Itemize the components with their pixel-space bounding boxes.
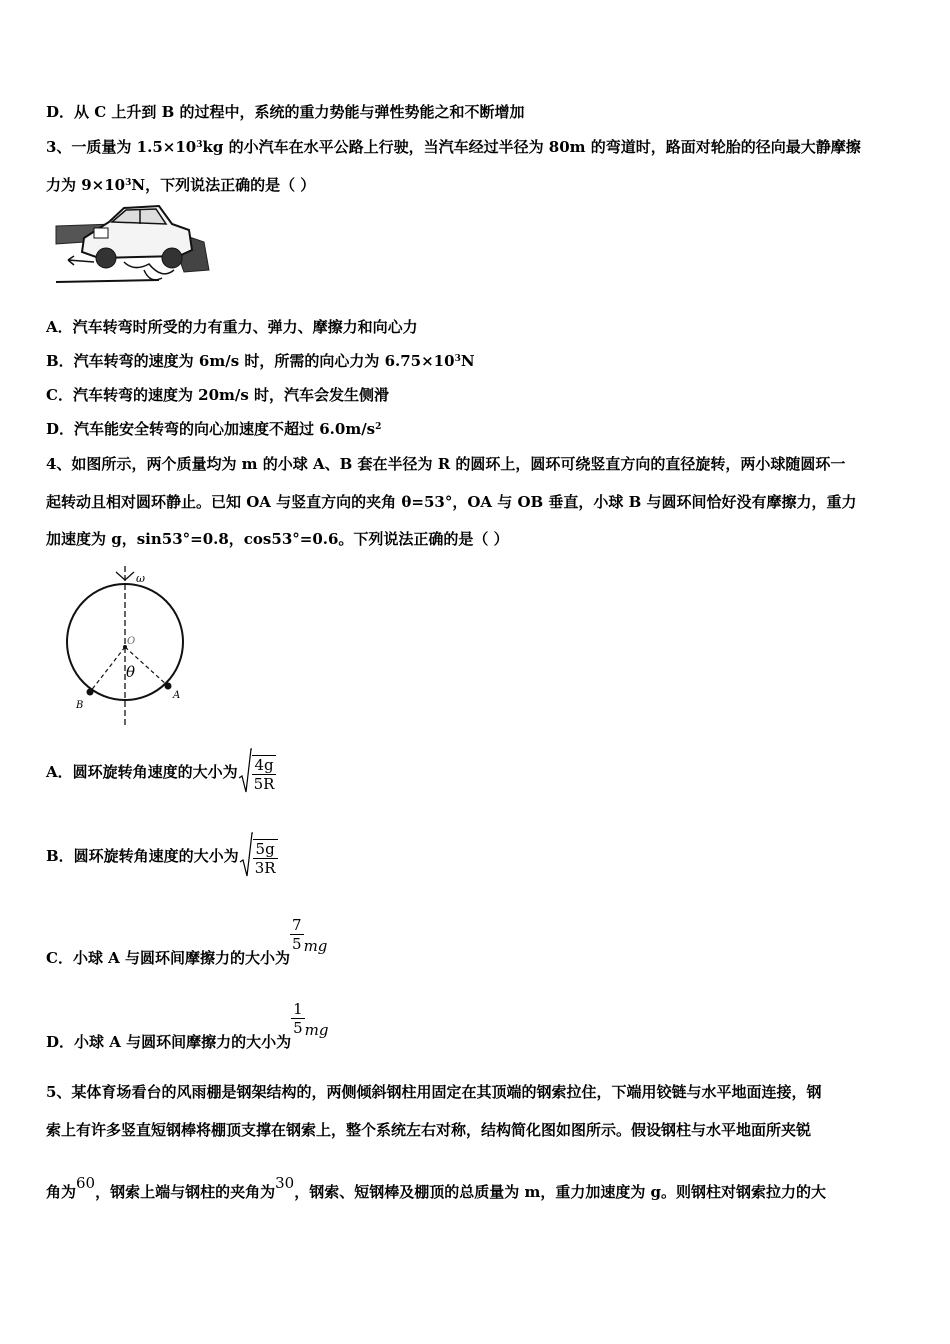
ball-b-label: B [76,700,84,711]
q5-stem-line3: 角为60，钢索上端与钢柱的夹角为30，钢索、短钢棒及棚顶的总质量为 m，重力加速度为 g。则钢柱对钢索拉力的大 [46,1174,827,1201]
q4-stem-line3: 加速度为 g，sin53°=0.8，cos53°=0.6。下列说法正确的是（ ） [46,530,509,548]
q4-option-a: A．圆环旋转角速度的大小为 $\frac{4g}{5R}$ [46,747,276,798]
sqrt-expression-b: $\frac{5g}{3R}$ [239,832,278,882]
q4-option-c: C．小球 A 与圆环间摩擦力的大小为 $\frac{7}{5}$ mg [46,916,328,967]
q4-option-b: B．圆环旋转角速度的大小为 $\frac{5g}{3R}$ [46,831,278,882]
q3-option-c: C．汽车转弯的速度为 20m/s 时，汽车会发生侧滑 [46,386,390,404]
ball-a-label: A [173,690,181,701]
car-turning-figure [54,200,214,295]
q3-option-a: A．汽车转弯时所受的力有重力、弹力、摩擦力和向心力 [46,318,418,336]
theta-label: θ [126,663,136,681]
sqrt-expression-a: $\frac{4g}{5R}$ [238,748,277,798]
fraction-d: $\frac{1}{5}$ [293,1000,303,1037]
q4-stem-line1: 4、如图所示，两个质量均为 m 的小球 A、B 套在半径为 R 的圆环上，圆环可绕竖直方向的直径旋转，两小球随圆环一 [46,455,846,473]
center-o-label: O [127,636,136,647]
rotating-ring-figure [60,562,190,732]
fraction-c: $\frac{7}{5}$ [292,916,302,953]
q3-stem-line1: 3、一质量为 $1.5\times 10^3kg$ 的小汽车在水平公路上行驶，当汽车经过半径为 80m 的弯道时，路面对轮胎的径向最大静摩擦 [46,138,861,156]
q5-stem-line1: 5、某体育场看台的风雨棚是钢架结构的，两侧倾斜钢柱用固定在其顶端的钢索拉住，下端用铰链与水平地面连接，钢 [46,1083,822,1101]
q4-stem-line2: 起转动且相对圆环静止。已知 OA 与竖直方向的夹角 θ=53°，OA 与 OB 垂直，小球 B 与圆环间恰好没有摩擦力，重力 [46,493,857,511]
q3-option-b: B．汽车转弯的速度为 6m/s 时，所需的向心力为 $6.75\times 10^3N$ [46,352,475,370]
angle-60: 60 [76,1174,96,1192]
angle-30: 30 [275,1174,295,1192]
q4-option-d: D．小球 A 与圆环间摩擦力的大小为 $\frac{1}{5}$ mg [46,1000,329,1051]
q3-stem-line2: 力为 $9\times 10^3N$，下列说法正确的是（ ） [46,176,316,194]
q5-stem-line2: 索上有许多竖直短钢棒将棚顶支撑在钢索上，整个系统左右对称，结构简化图如图所示。假设钢柱与水平地面所夹锐 [46,1121,812,1139]
q3-option-d: D．汽车能安全转弯的向心加速度不超过 $6.0m/s^2$ [46,420,382,438]
q2-option-d: D．从 C 上升到 B 的过程中，系统的重力势能与弹性势能之和不断增加 [46,103,525,121]
omega-label: ω [136,572,145,585]
